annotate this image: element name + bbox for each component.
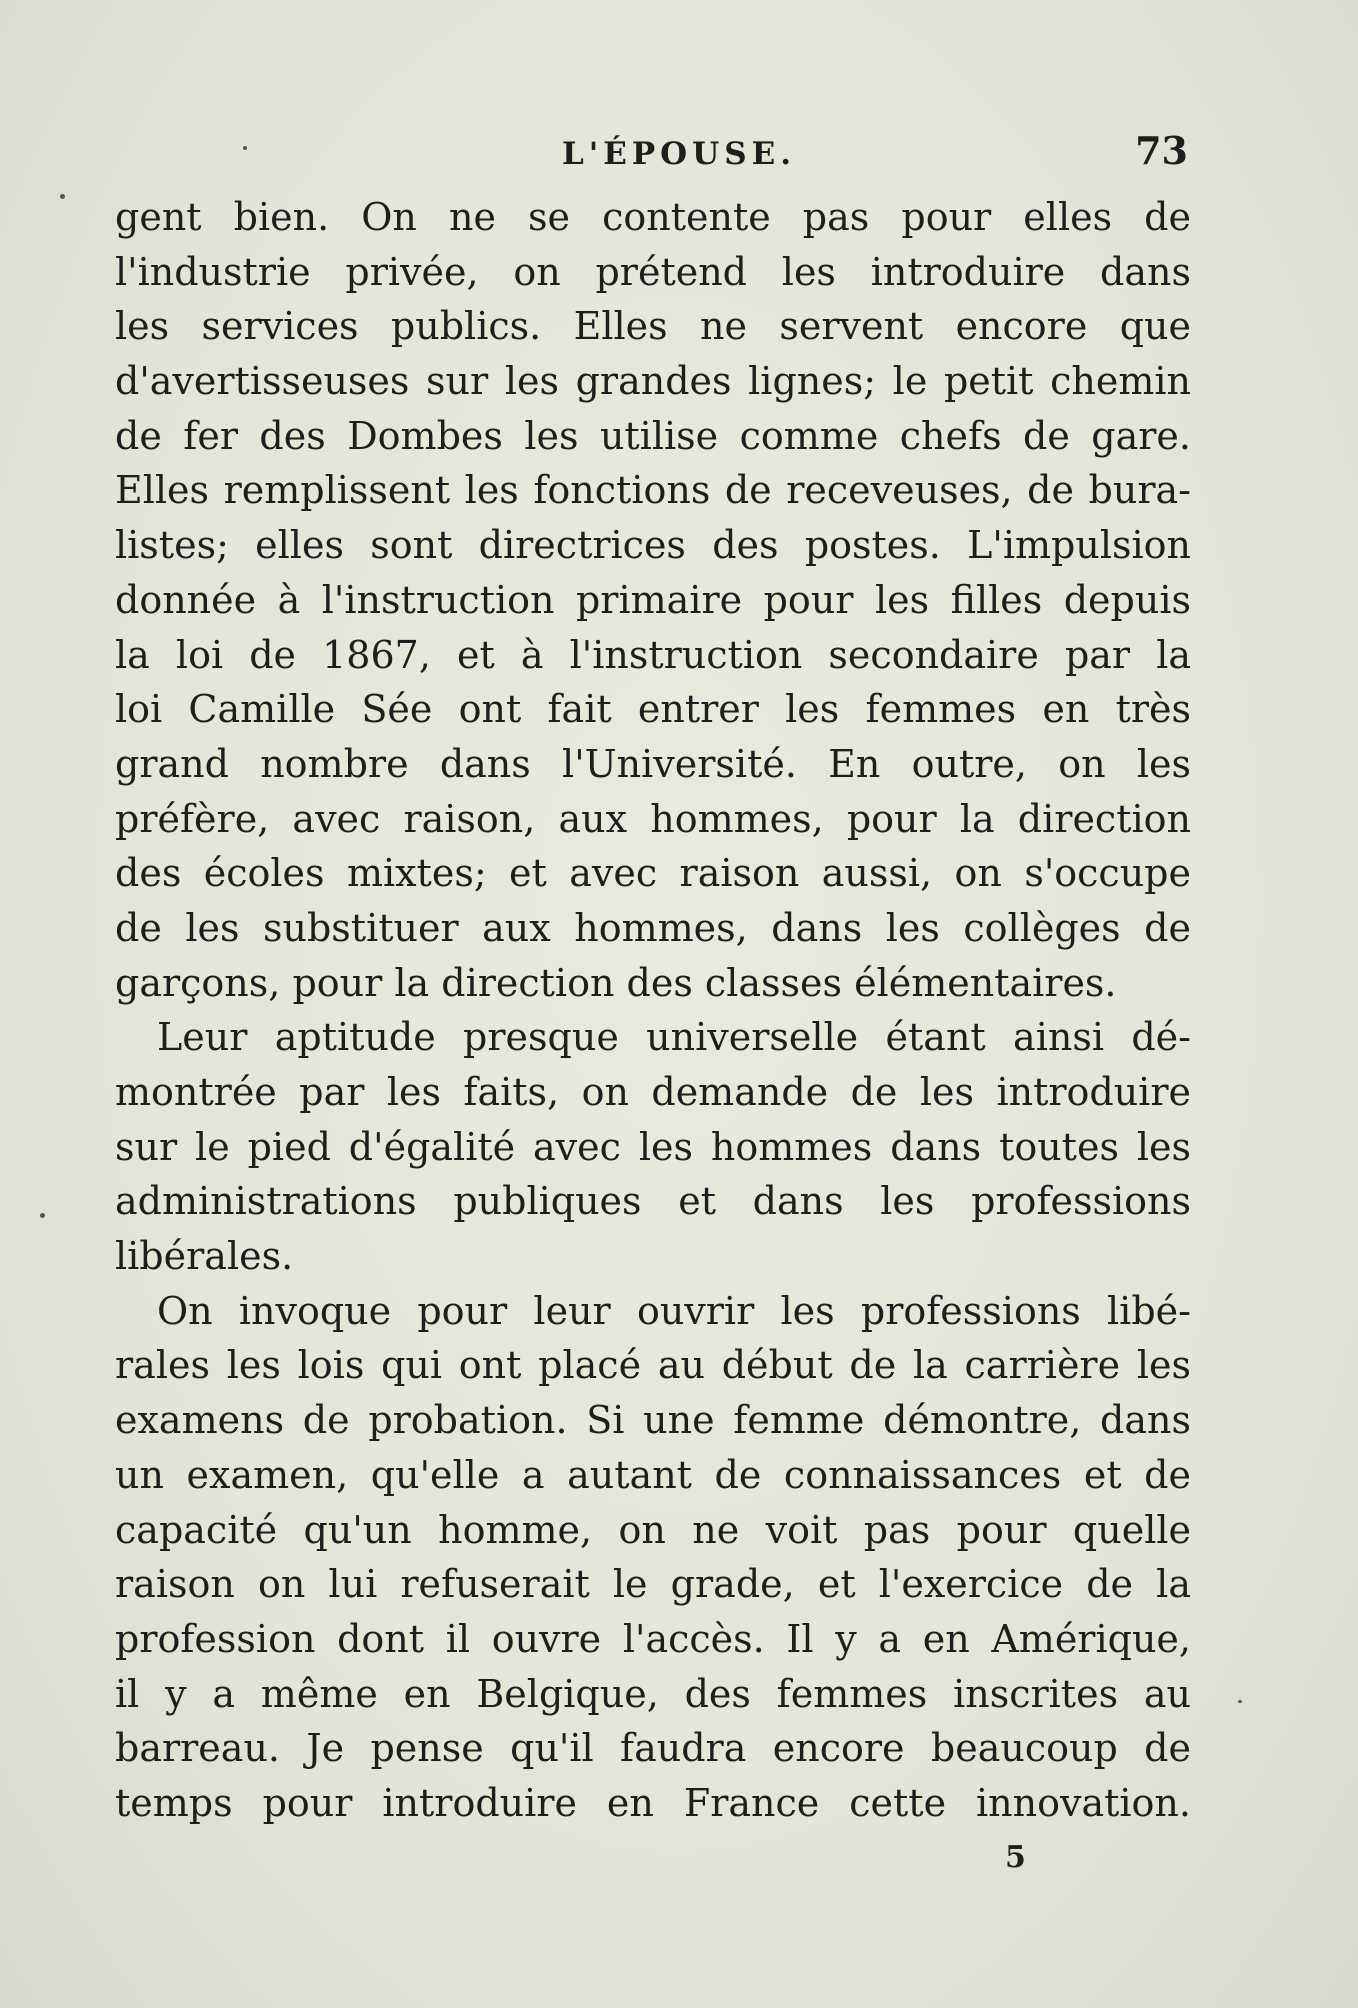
text-line: un examen, qu'elle a autant de connaissances et de [115,1452,1191,1497]
text-line: donnée à l'instruction primaire pour les filles depuis [115,577,1191,622]
paper-speck [1238,1700,1242,1703]
text-line: listes; elles sont directrices des postes. L'impulsion [115,523,1191,568]
text-line: Elles remplissent les fonctions de receveuses, de bura- [115,468,1191,513]
text-line: garçons, pour la direction des classes élémentaires. [115,960,1117,1005]
text-line: préfère, avec raison, aux hommes, pour la direction [115,796,1191,841]
paper-speck [60,194,65,199]
text-line: montrée par les faits, on demande de les introduire [115,1070,1191,1114]
text-line: profession dont il ouvre l'accès. Il y a en Amérique, [115,1616,1191,1661]
page-number: 73 [1135,128,1188,173]
paper-speck [243,146,247,150]
text-line: On invoque pour leur ouvrir les professions libé- [157,1288,1191,1333]
running-title: L'ÉPOUSE. [561,136,797,172]
text-line: les services publics. Elles ne servent encore que [115,304,1191,349]
text-line: de fer des Dombes les utilise comme chefs de gare. [115,413,1191,458]
text-line: des écoles mixtes; et avec raison aussi, on s'occupe [115,851,1191,896]
text-line: examens de probation. Si une femme démontre, dans [115,1398,1191,1443]
paper-speck [40,1213,45,1218]
text-line: barreau. Je pense qu'il faudra encore beaucoup de [115,1726,1191,1771]
text-line: capacité qu'un homme, on ne voit pas pour quelle [115,1507,1191,1552]
text-line: Leur aptitude presque universelle étant ainsi dé- [157,1015,1191,1060]
signature-mark: 5 [1005,1840,1026,1875]
text-line: sur le pied d'égalité avec les hommes dans toutes les [115,1124,1191,1169]
text-line: raison on lui refuserait le grade, et l'exercice de la [115,1562,1191,1607]
text-line: de les substituer aux hommes, dans les collèges de [115,905,1191,950]
body-text [115,190,1191,1831]
text-line: grand nombre dans l'Université. En outre, on les [115,741,1191,786]
text-line: la loi de 1867, et à l'instruction secondaire par la [115,632,1191,677]
text-line: temps pour introduire en France cette innovation. [115,1780,1191,1825]
text-line: loi Camille Sée ont fait entrer les femmes en très [115,687,1191,732]
text-line: rales les lois qui ont placé au début de la carrière les [115,1343,1191,1388]
running-head [0,128,1358,178]
text-line: l'industrie privée, on prétend les introduire dans [115,249,1191,294]
text-line: libérales. [115,1234,294,1279]
text-line: gent bien. On ne se contente pas pour elles de [115,195,1191,239]
text-line: administrations publiques et dans les professions [115,1179,1191,1224]
text-line: il y a même en Belgique, des femmes inscrites au [115,1671,1191,1716]
text-line: d'avertisseuses sur les grandes lignes; le petit chemin [115,359,1191,404]
